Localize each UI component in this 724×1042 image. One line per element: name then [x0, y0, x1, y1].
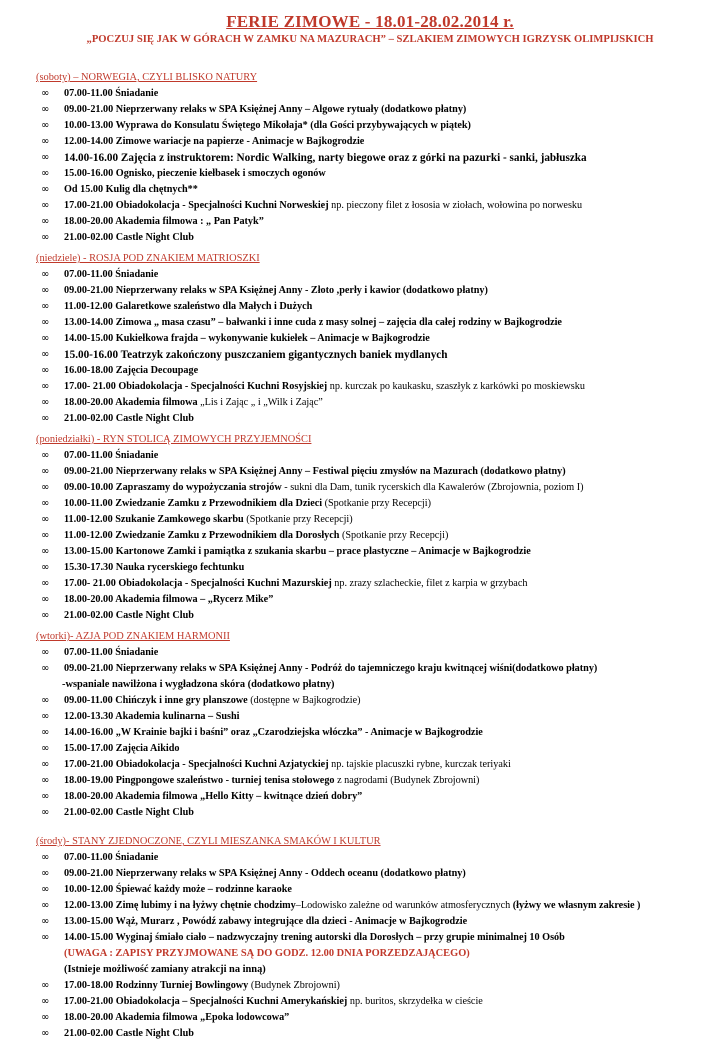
- list-item: [36, 608, 704, 624]
- list-item: [36, 866, 704, 882]
- section-saturday: [36, 71, 704, 246]
- infinity-bullet-icon: ∞: [41, 200, 50, 211]
- activity-title: 17.00-21.00 Obiadokolacja – Specjalności Kuchni Amerykańskiej: [64, 996, 348, 1007]
- infinity-bullet-icon: ∞: [41, 791, 50, 802]
- activity-detail: (Spotkanie przy Recepcji): [243, 514, 353, 525]
- section-heading: (poniedziałki) - RYN STOLICĄ ZIMOWYCH PRZYJEMNOŚCI: [36, 434, 312, 445]
- list-item: [36, 214, 704, 230]
- list-item: [36, 411, 704, 427]
- activity-title: 13.00-15.00 Wąż, Murarz , Powódź zabawy integrujące dla dzieci - Animacje w Bajkogrodzie: [64, 916, 468, 927]
- infinity-bullet-icon: ∞: [41, 216, 50, 227]
- activity-title: 15.30-17.30 Nauka rycerskiego fechtunku: [64, 562, 245, 573]
- infinity-bullet-icon: ∞: [41, 301, 50, 312]
- section-wednesday: [36, 835, 704, 1042]
- activity-detail: np. pieczony filet z łososia w ziołach, wołowina po norwesku: [328, 200, 583, 211]
- activity-title: 09.00-11.00 Chińczyk i inne gry planszowe: [64, 695, 248, 706]
- infinity-bullet-icon: ∞: [41, 514, 50, 525]
- list-item: [36, 805, 704, 821]
- infinity-bullet-icon: ∞: [41, 759, 50, 770]
- activity-detail: (Spotkanie przy Recepcji): [339, 530, 449, 541]
- activity-list: [36, 850, 704, 946]
- list-item: [36, 198, 704, 214]
- activity-title: 21.00-02.00 Castle Night Club: [64, 413, 194, 424]
- infinity-bullet-icon: ∞: [41, 916, 50, 927]
- activity-detail: –Lodowisko zależne od warunków atmosferycznych: [295, 900, 513, 911]
- infinity-bullet-icon: ∞: [41, 120, 50, 131]
- infinity-bullet-icon: ∞: [41, 663, 50, 674]
- infinity-bullet-icon: ∞: [41, 578, 50, 589]
- section-heading: (wtorki)- AZJA POD ZNAKIEM HARMONII: [36, 631, 230, 642]
- list-item: [36, 315, 704, 331]
- activity-title: 11.00-12.00 Zwiedzanie Zamku z Przewodnikiem dla Dorosłych: [64, 530, 340, 541]
- infinity-bullet-icon: ∞: [41, 647, 50, 658]
- section-tuesday: [36, 630, 704, 821]
- activity-title: 12.00-13.30 Akademia kulinarna – Sushi: [64, 711, 240, 722]
- infinity-bullet-icon: ∞: [41, 546, 50, 557]
- infinity-bullet-icon: ∞: [41, 775, 50, 786]
- list-item: [36, 283, 704, 299]
- activity-title: 11.00-12.00 Szukanie Zamkowego skarbu: [64, 514, 244, 525]
- activity-title: 15.00-16.00 Ognisko, pieczenie kiełbasek i smoczych ogonów: [64, 168, 326, 179]
- list-item: [36, 1026, 704, 1042]
- infinity-bullet-icon: ∞: [41, 104, 50, 115]
- list-item: [36, 576, 704, 592]
- activity-list: [36, 267, 704, 427]
- infinity-bullet-icon: ∞: [41, 530, 50, 541]
- activity-title: 14.00-15.00 Wyginaj śmiało ciało – nadzwyczajny trening autorski dla Dorosłych – przy grupie minimalnej 10 Osób: [64, 932, 565, 943]
- list-item: [36, 480, 704, 496]
- activity-detail: „Lis i Zając „ i „Wilk i Zając”: [197, 397, 323, 408]
- infinity-bullet-icon: ∞: [41, 852, 50, 863]
- activity-title: 21.00-02.00 Castle Night Club: [64, 1028, 194, 1039]
- activity-title: 18.00-20.00 Akademia filmowa: [64, 397, 198, 408]
- list-item: [36, 914, 704, 930]
- activity-title: 14.00-16.00 „W Krainie bajki i baśni” oraz „Czarodziejska włóczka” - Animacje w Bajkogrodzie: [64, 727, 483, 738]
- activity-detail: (dostępne w Bajkogrodzie): [247, 695, 361, 706]
- activity-title: 21.00-02.00 Castle Night Club: [64, 807, 194, 818]
- activity-list: [36, 693, 704, 821]
- infinity-bullet-icon: ∞: [41, 1028, 50, 1039]
- list-item: [36, 299, 704, 315]
- activity-detail: np. zrazy szlacheckie, filet z karpia w grzybach: [331, 578, 528, 589]
- activity-title: 17.00-21.00 Obiadokolacja - Specjalności Kuchni Norweskiej: [64, 200, 329, 211]
- page-subtitle: „POCZUJ SIĘ JAK W GÓRACH W ZAMKU NA MAZURACH” – SZLAKIEM ZIMOWYCH IGRZYSK OLIMPIJSKICH: [86, 34, 654, 45]
- section-monday: [36, 433, 704, 624]
- activity-title: Od 15.00 Kulig dla chętnych**: [64, 184, 198, 195]
- list-item: [36, 512, 704, 528]
- activity-list: [36, 448, 704, 624]
- activity-title: 17.00- 21.00 Obiadokolacja - Specjalności Kuchni Mazurskiej: [64, 578, 332, 589]
- infinity-bullet-icon: ∞: [41, 269, 50, 280]
- list-item: [36, 448, 704, 464]
- activity-detail: (Budynek Zbrojowni): [248, 980, 340, 991]
- section-sunday: [36, 252, 704, 427]
- activity-list: [36, 978, 704, 1042]
- infinity-bullet-icon: ∞: [41, 466, 50, 477]
- list-item: [36, 898, 704, 914]
- infinity-bullet-icon: ∞: [41, 594, 50, 605]
- activity-title: 21.00-02.00 Castle Night Club: [64, 610, 194, 621]
- list-item: [36, 882, 704, 898]
- list-item: [36, 464, 704, 480]
- activity-detail: np. buritos, skrzydełka w cieście: [347, 996, 483, 1007]
- infinity-bullet-icon: ∞: [41, 413, 50, 424]
- list-item: [36, 496, 704, 512]
- list-item: [36, 741, 704, 757]
- activity-title: 21.00-02.00 Castle Night Club: [64, 232, 194, 243]
- activity-title: 17.00-18.00 Rodzinny Turniej Bowlingowy: [64, 980, 249, 991]
- list-item: [36, 379, 704, 395]
- section-heading: (soboty) – NORWEGIA, CZYLI BLISKO NATURY: [36, 72, 258, 83]
- infinity-bullet-icon: ∞: [41, 136, 50, 147]
- activity-title: 17.00- 21.00 Obiadokolacja - Specjalności Kuchni Rosyjskiej: [64, 381, 328, 392]
- activity-title: 09.00-10.00 Zapraszamy do wypożyczania strojów: [64, 482, 282, 493]
- activity-title: 13.00-14.00 Zimowa „ masa czasu” – bałwanki i inne cuda z masy solnej – zajęcia dla całej rodziny w Bajkogrodzie: [64, 317, 562, 328]
- list-item: [36, 395, 704, 411]
- activity-title: 09.00-21.00 Nieprzerwany relaks w SPA Księżnej Anny – Algowe rytuały (dodatkowo płatny): [64, 104, 467, 115]
- infinity-bullet-icon: ∞: [41, 333, 50, 344]
- list-item: [36, 930, 704, 946]
- infinity-bullet-icon: ∞: [41, 498, 50, 509]
- infinity-bullet-icon: ∞: [41, 232, 50, 243]
- activity-title: 18.00-20.00 Akademia filmowa „Epoka lodowcowa”: [64, 1012, 290, 1023]
- infinity-bullet-icon: ∞: [41, 807, 50, 818]
- activity-detail: - sukni dla Dam, tunik rycerskich dla Kawalerów (Zbrojownia, poziom I): [281, 482, 584, 493]
- infinity-bullet-icon: ∞: [41, 727, 50, 738]
- infinity-bullet-icon: ∞: [41, 349, 50, 360]
- list-item: [36, 773, 704, 789]
- list-item: [36, 994, 704, 1010]
- infinity-bullet-icon: ∞: [41, 996, 50, 1007]
- infinity-bullet-icon: ∞: [41, 900, 50, 911]
- activity-title: 12.00-13.00 Zimę lubimy i na łyżwy chętnie chodzimy: [64, 900, 296, 911]
- list-item: [36, 757, 704, 773]
- activity-title: 09.00-21.00 Nieprzerwany relaks w SPA Księżnej Anny – Festiwal pięciu zmysłów na Mazurach (dodatkowo płatny): [64, 466, 566, 477]
- list-item: [36, 645, 704, 661]
- activity-title: 13.00-15.00 Kartonowe Zamki i pamiątka z szukania skarbu – prace plastyczne – Animacje w Bajkogrodzie: [64, 546, 531, 557]
- list-item: [36, 182, 704, 198]
- activity-title: 18.00-20.00 Akademia filmowa : „ Pan Patyk”: [64, 216, 264, 227]
- infinity-bullet-icon: ∞: [41, 152, 50, 163]
- activity-title: 07.00-11.00 Śniadanie: [64, 88, 159, 99]
- list-item: [36, 693, 704, 709]
- infinity-bullet-icon: ∞: [41, 184, 50, 195]
- infinity-bullet-icon: ∞: [41, 610, 50, 621]
- list-item: [36, 230, 704, 246]
- infinity-bullet-icon: ∞: [41, 168, 50, 179]
- activity-list: [36, 86, 704, 246]
- list-item: [36, 592, 704, 608]
- infinity-bullet-icon: ∞: [41, 397, 50, 408]
- activity-title: 07.00-11.00 Śniadanie: [64, 852, 159, 863]
- infinity-bullet-icon: ∞: [41, 365, 50, 376]
- list-item: [36, 725, 704, 741]
- activity-title: 14.00-15.00 Kukiełkowa frajda – wykonywanie kukiełek – Animacje w Bajkogrodzie: [64, 333, 430, 344]
- list-item: [36, 661, 704, 677]
- infinity-bullet-icon: ∞: [41, 695, 50, 706]
- infinity-bullet-icon: ∞: [41, 317, 50, 328]
- registration-note: (UWAGA : ZAPISY PRZYJMOWANE SĄ DO GODZ. 12.00 DNIA PORZEDZAJĄCEGO): [64, 948, 470, 959]
- list-item: [36, 363, 704, 379]
- list-item: [36, 560, 704, 576]
- list-item: [36, 150, 704, 166]
- activity-detail: np. tajskie placuszki rybne, kurczak teriyaki: [328, 759, 511, 770]
- list-item: [36, 331, 704, 347]
- activity-title: 10.00-11.00 Zwiedzanie Zamku z Przewodnikiem dla Dzieci: [64, 498, 323, 509]
- activity-title: 15.00-17.00 Zajęcia Aikido: [64, 743, 180, 754]
- infinity-bullet-icon: ∞: [41, 980, 50, 991]
- list-item: [36, 528, 704, 544]
- activity-title: 15.00-16.00 Teatrzyk zakończony puszczaniem gigantycznych baniek mydlanych: [64, 349, 448, 361]
- list-item: [36, 102, 704, 118]
- activity-title: 17.00-21.00 Obiadokolacja - Specjalności Kuchni Azjatyckiej: [64, 759, 329, 770]
- activity-list: [36, 645, 704, 677]
- activity-detail: (Spotkanie przy Recepcji): [322, 498, 431, 509]
- infinity-bullet-icon: ∞: [41, 711, 50, 722]
- exchange-note: (Istnieje możliwość zamiany atrakcji na inną): [64, 964, 266, 975]
- section-heading: (środy)- STANY ZJEDNOCZONE, CZYLI MIESZANKA SMAKÓW I KULTUR: [36, 836, 381, 847]
- infinity-bullet-icon: ∞: [41, 932, 50, 943]
- activity-title: 12.00-14.00 Zimowe wariacje na papierze - Animacje w Bajkogrodzie: [64, 136, 365, 147]
- infinity-bullet-icon: ∞: [41, 285, 50, 296]
- activity-title: 18.00-20.00 Akademia filmowa „Hello Kitty – kwitnące dzień dobry”: [64, 791, 363, 802]
- section-heading: (niedziele) - ROSJA POD ZNAKIEM MATRIOSZKI: [36, 253, 260, 264]
- activity-title: 07.00-11.00 Śniadanie: [64, 647, 159, 658]
- infinity-bullet-icon: ∞: [41, 868, 50, 879]
- activity-title: 09.00-21.00 Nieprzerwany relaks w SPA Księżnej Anny - Podróż do tajemniczego kraju kwitnącej wiśni(dodatkowo płatny): [64, 663, 598, 674]
- activity-title: 07.00-11.00 Śniadanie: [64, 450, 159, 461]
- list-item: [36, 850, 704, 866]
- list-item: [36, 166, 704, 182]
- activity-detail: np. kurczak po kaukasku, szaszłyk z karkówki po moskiewsku: [327, 381, 585, 392]
- infinity-bullet-icon: ∞: [41, 482, 50, 493]
- infinity-bullet-icon: ∞: [41, 884, 50, 895]
- activity-extra: (łyżwy we własnym zakresie ): [512, 900, 641, 911]
- activity-title: 07.00-11.00 Śniadanie: [64, 269, 159, 280]
- activity-title: 16.00-18.00 Zajęcia Decoupage: [64, 365, 199, 376]
- activity-title: 11.00-12.00 Galaretkowe szaleństwo dla Małych i Dużych: [64, 301, 313, 312]
- activity-title: 09.00-21.00 Nieprzerwany relaks w SPA Księżnej Anny - Oddech oceanu (dodatkowo płatny): [64, 868, 466, 879]
- list-item: [36, 86, 704, 102]
- activity-title: 10.00-13.00 Wyprawa do Konsulatu Świętego Mikołaja* (dla Gości przybywających w piątek): [64, 120, 471, 131]
- list-item: [36, 347, 704, 363]
- list-item: [36, 118, 704, 134]
- list-item: [36, 267, 704, 283]
- continuation-line: -wspaniale nawilżona i wygładzona skóra (dodatkowo płatny): [62, 679, 335, 690]
- infinity-bullet-icon: ∞: [41, 562, 50, 573]
- list-item: [36, 709, 704, 725]
- activity-title: 09.00-21.00 Nieprzerwany relaks w SPA Księżnej Anny - Złoto ,perły i kawior (dodatkowo płatny): [64, 285, 488, 296]
- activity-detail: z nagrodami (Budynek Zbrojowni): [334, 775, 480, 786]
- activity-title: 18.00-20.00 Akademia filmowa – „Rycerz Mike”: [64, 594, 274, 605]
- activity-title: 10.00-12.00 Śpiewać każdy może – rodzinne karaoke: [64, 884, 292, 895]
- activity-title: 14.00-16.00 Zajęcia z instruktorem: Nordic Walking, narty biegowe oraz z górki na pazurki - sanki, jabłuszka: [64, 152, 587, 164]
- list-item: [36, 789, 704, 805]
- list-item: [36, 978, 704, 994]
- activity-title: 18.00-19.00 Pingpongowe szaleństwo - turniej tenisa stołowego: [64, 775, 335, 786]
- list-item: [36, 134, 704, 150]
- infinity-bullet-icon: ∞: [41, 381, 50, 392]
- infinity-bullet-icon: ∞: [41, 743, 50, 754]
- page-title: FERIE ZIMOWE - 18.01-28.02.2014 r.: [226, 12, 514, 31]
- infinity-bullet-icon: ∞: [41, 450, 50, 461]
- infinity-bullet-icon: ∞: [41, 88, 50, 99]
- infinity-bullet-icon: ∞: [41, 1012, 50, 1023]
- list-item: [36, 544, 704, 560]
